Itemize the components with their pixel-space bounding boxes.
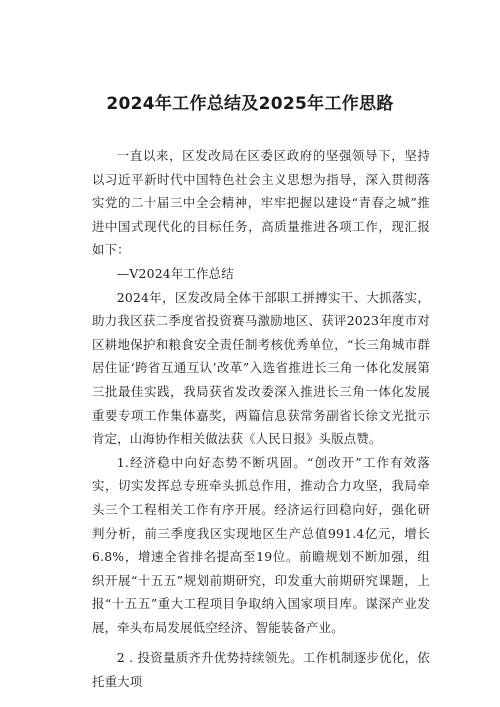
document-body bbox=[92, 144, 430, 694]
intro-paragraph: 一直以来，区发改局在区委区政府的坚强领导下，坚持以习近平新时代中国特色社会主义思想为指导，深入贯彻落实党的二十届三中全会精神，牢牢把握以建设“青春之城”推进中国式现代化的目标任务，高质量推进各项工作，现汇报如下： bbox=[92, 148, 430, 258]
item-1-paragraph: 1.经济稳中向好态势不断巩固。“创改开”工作有效落实，切实发挥总专班牵头抓总作用，推动合力攻坚，我局牵头三个工程相关工作有序开展。经济运行回稳向好，强化研判分析，前三季度我区实现地区生产总值991.4亿元，增长6.8%，增速全省排名提高至19位。前瞻规划不断加强，组织开展“十五五”规划前期研究，印发重大前期研究课题，上报“十五五”重大工程项目争取纳入国家项目库。谋深产业发展，牵头布局发展低空经济、智能装备产业。 bbox=[92, 454, 430, 635]
document-title: 2024年工作总结及2025年工作思路 bbox=[106, 94, 394, 114]
summary-paragraph: 2024年，区发改局全体干部职工拼搏实干、大抓落实，助力我区获二季度省投资赛马激励地区、获评2023年度市对区耕地保护和粮食安全责任制考核优秀单位，“长三角城市群居住证‘跨省互通互认’改革”入选省推进长三角一体化发展第三批最佳实践，我局获省发改委深入推进长三角一体化发展重要专项工作集体嘉奖，两篇信息获常务副省长徐文光批示肯定，山海协作相关做法获《人民日报》头版点赞。 bbox=[92, 289, 430, 447]
section-heading: —V2024年工作总结 bbox=[116, 265, 234, 281]
item-2-paragraph: 2 . 投资量质齐升优势持续领先。工作机制逐步优化，依托重大项 bbox=[92, 650, 430, 690]
